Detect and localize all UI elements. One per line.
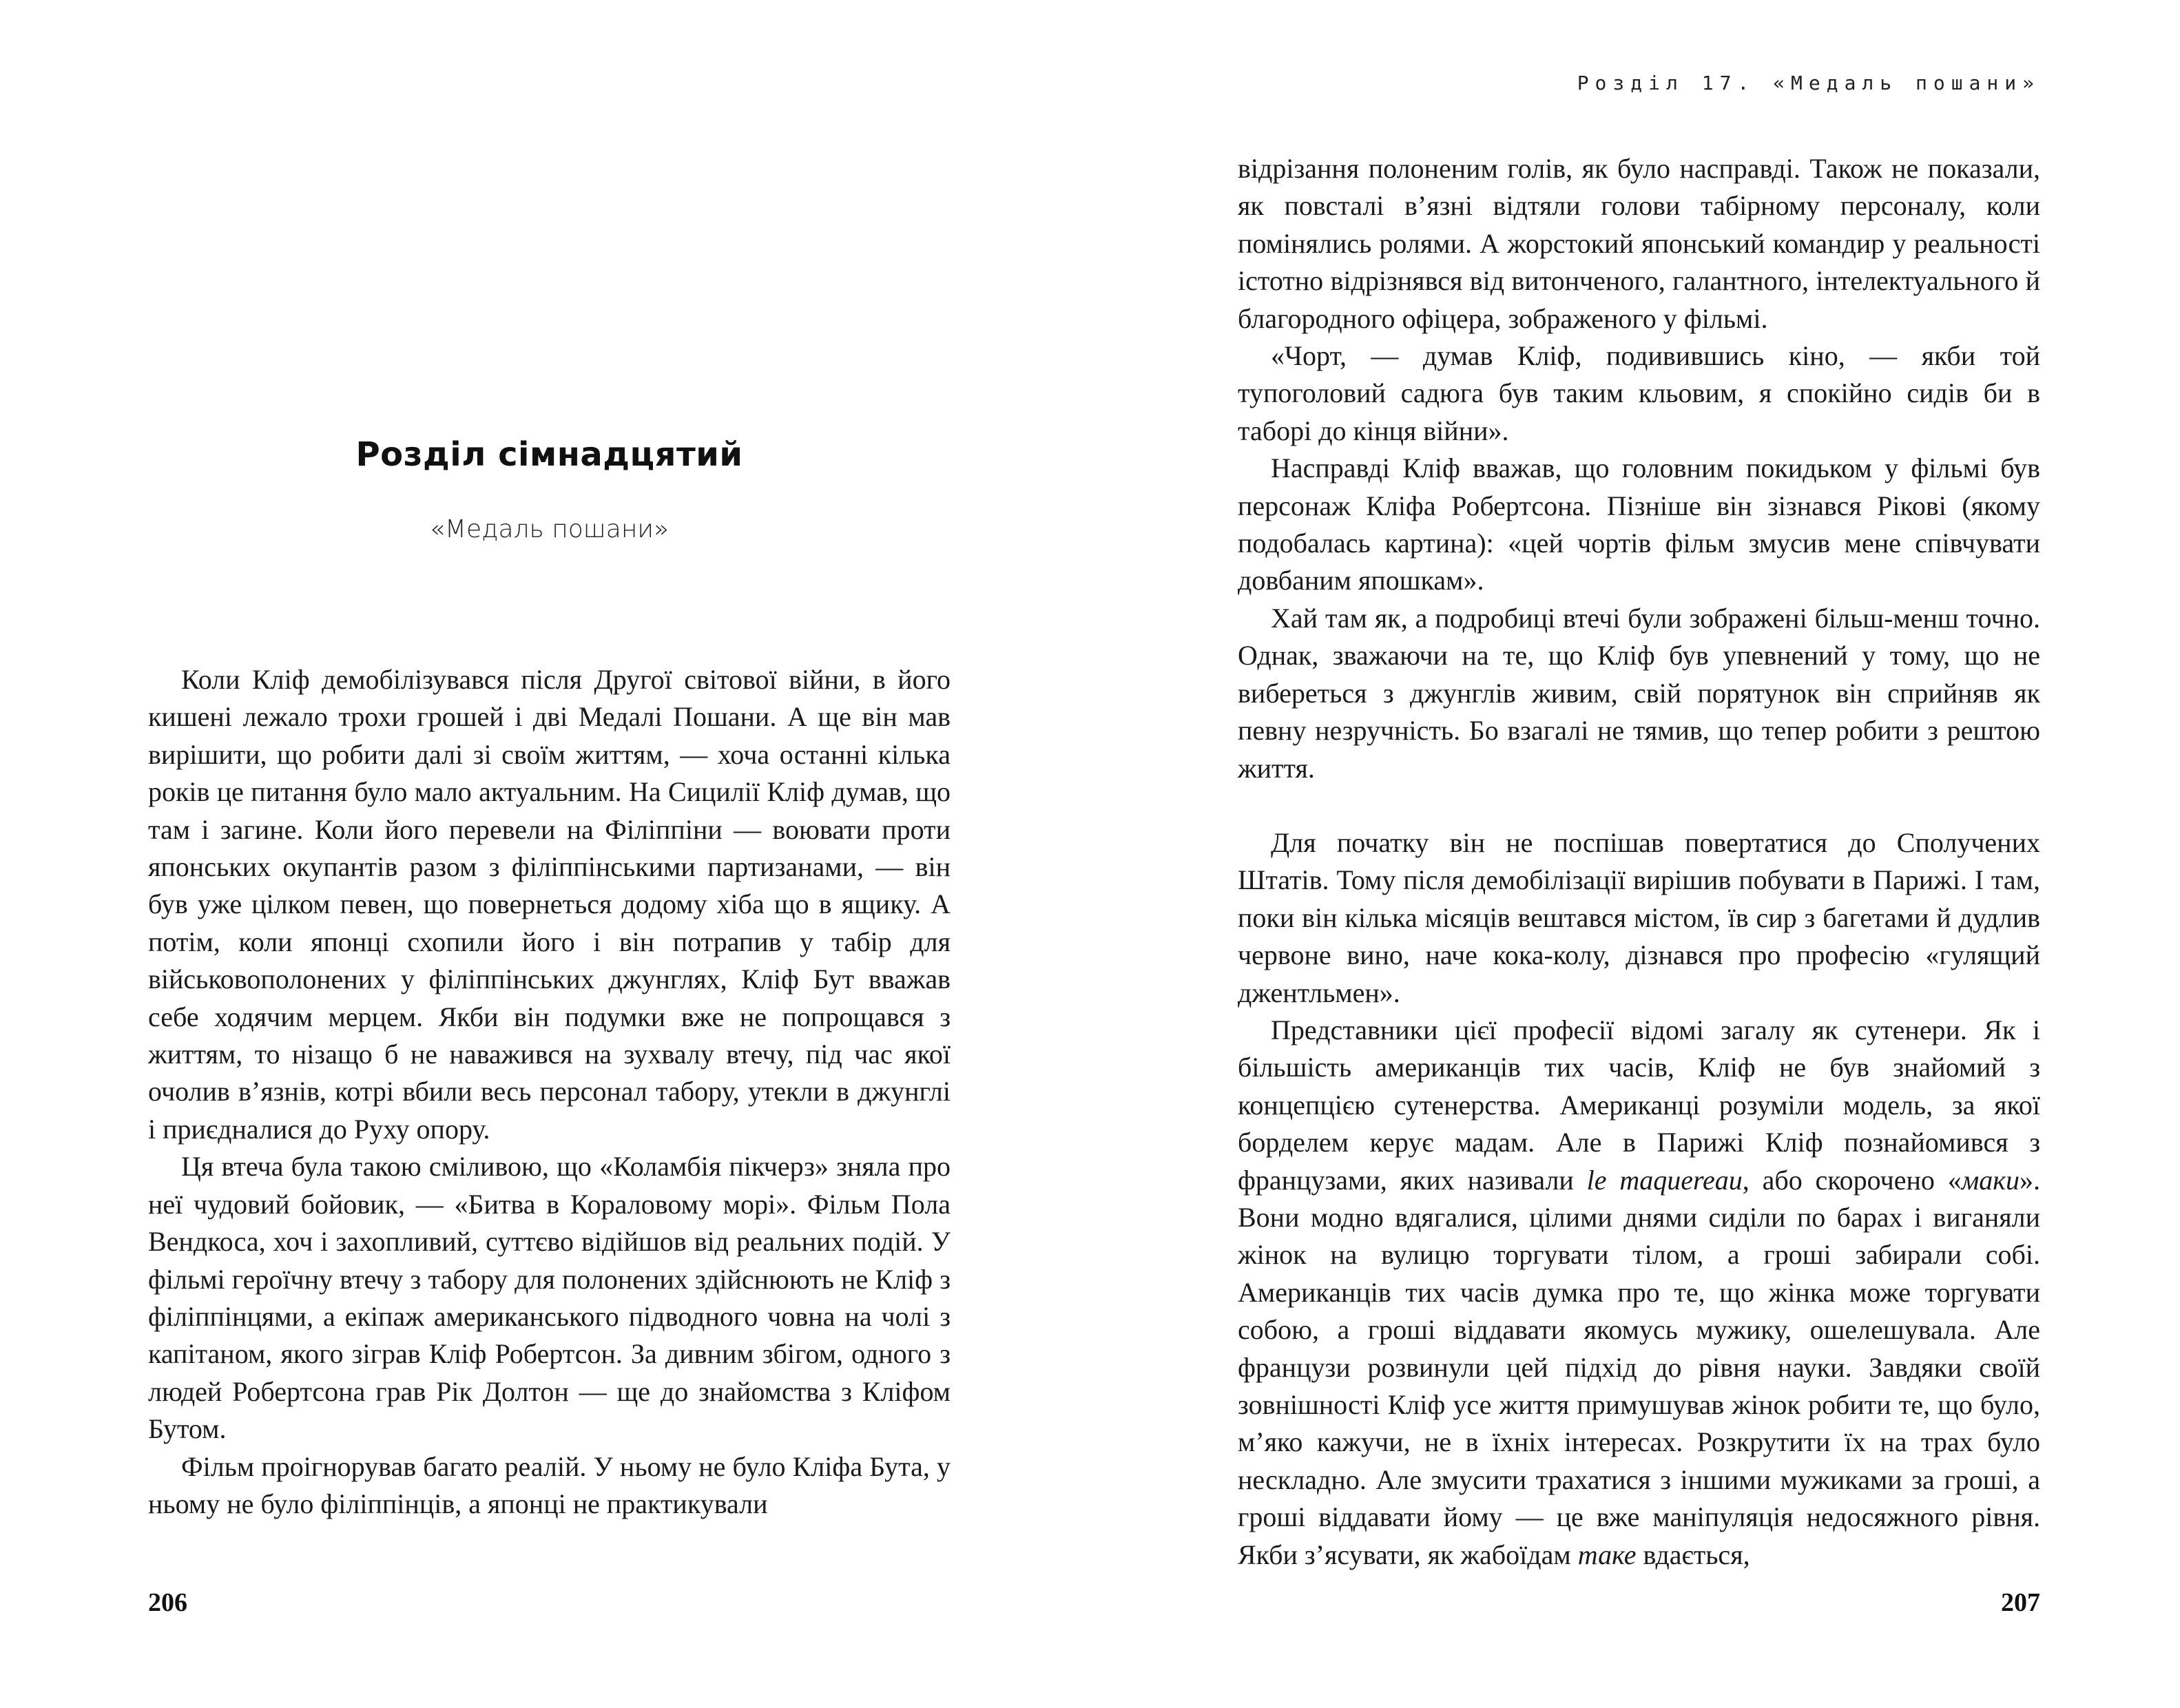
italic-term: таке: [1577, 1539, 1637, 1570]
paragraph-text: ». Вони модно вдягалися, цілими днями сиділи по барах і виганяли жінок на вулицю торгувати тілом, а гроші забирали собі. Американців тих часів думка про те, що жінка може торгувати собою, а гроші віддавати якомусь мужику, ошелешувала. Але французи розвинули цей підхід до рівня науки. Завдяки своїй зовнішності Кліф усе життя примушував жінок робити те, що було, м’яко кажучи, не в їхніх інтересах. Розкрутити їх на трах було нескладно. Але змусити трахатися з іншими мужиками за гроші, а гроші віддавати йому — це вже маніпуляція недосяжного рівня. Якби з’ясувати, як жабоїдам: [1238, 1164, 2040, 1570]
paragraph: Хай там як, а подробиці втечі були зображені більш-менш точно. Однак, зважаючи на те, що Кліф був упевнений у тому, що не вибереться з джунглів живим, свій порятунок він сприйняв як певну незручність. Бо взагалі не тямив, що тепер робити з рештою життя.: [1238, 602, 2040, 784]
left-body-text: [148, 661, 951, 1523]
page-number-right: 207: [2001, 1588, 2040, 1617]
running-head: Розділ 17. «Медаль пошани»: [1577, 72, 2040, 94]
italic-term: маки: [1961, 1164, 2020, 1196]
right-body-text: [1238, 150, 2040, 1574]
right-page: [1090, 0, 2180, 1708]
paragraph: Фільм проігнорував багато реалій. У ньому не було Кліфа Бута, у ньому не було філіппінців, а японці не практикували: [148, 1450, 951, 1519]
italic-term: le maquereau: [1586, 1164, 1743, 1196]
paragraph-text: , або скорочено «: [1742, 1164, 1962, 1196]
paragraph: Для початку він не поспішав повертатися до Сполучених Штатів. Тому після демобілізації вирішив побувати в Парижі. І там, поки він кілька місяців вештався містом, їв сир з багетами й дудлив червоне вино, наче кока-колу, дізнався про професію «гулящий джентльмен».: [1238, 826, 2040, 1008]
paragraph: Коли Кліф демобілізувався після Другої світової війни, в його кишені лежало трохи грошей і дві Медалі Пошани. А ще він мав вирішити, що робити далі зі своїм життям, — хоча останні кілька років це питання було мало актуальним. На Сицилії Кліф думав, що там і загине. Коли його перевели на Філіппіни — воювати проти японських окупантів разом з філіппінськими партизанами, — він був уже цілком певен, що повернеться додому хіба що в ящику. А потім, коли японці схопили його і він потрапив у табір для військовополонених у філіппінських джунглях, Кліф Бут вважав себе ходячим мерцем. Якби він подумки вже не попрощався з життям, то нізащо б не наважився на зухвалу втечу, під час якої очолив в’язнів, котрі вбили весь персонал табору, утекли в джунглі і приєдналися до Руху опору.: [148, 664, 951, 1145]
chapter-title: Розділ сімнадцятий: [355, 435, 743, 474]
paragraph-text: Представники цієї професії відомі загалу як сутенери. Як і більшість американців тих часів, Кліф не був знайомий з концепцією сутенерства. Американці розуміли модель, за якої борделем керує мадам. Але в Парижі Кліф познайомився з французами, яких називали: [1238, 1014, 2040, 1196]
paragraph: Насправді Кліф вважав, що головним покидьком у фільмі був персонаж Кліфа Робертсона. Пізніше він зізнався Рікові (якому подобалась картина): «цей чортів фільм змусив мене співчувати довбаним япошкам».: [1238, 452, 2040, 596]
paragraph: відрізання полоненим голів, як було насправді. Також не показали, як повсталі в’язні відтяли голови табірному персоналу, коли помінялись ролями. А жорстокий японський командир у реальності істотно відрізнявся від витонченого, галантного, інтелектуального й благородного офіцера, зображеного у фільмі.: [1238, 153, 2040, 334]
chapter-subtitle: «Медаль пошани»: [429, 515, 669, 543]
paragraph: Ця втеча була такою сміливою, що «Коламбія пікчерз» зняла про неї чудовий бойовик, — «Битва в Кораловому морі». Фільм Пола Вендкоса, хоч і захопливий, суттєво відійшов від реальних подій. У фільмі героїчну втечу з табору для полонених здійснюють не Кліф з філіппінцями, а екіпаж американського підводного човна на чолі з капітаном, якого зіграв Кліф Робертсон. За дивним збігом, одного з людей Робертсона грав Рік Долтон — ще до знайомства з Кліфом Бутом.: [148, 1151, 951, 1445]
paragraph: «Чорт, — думав Кліф, подивившись кіно, — якби той тупоголовий садюга був таким кльовим, я спокійно сидів би в таборі до кінця війни».: [1238, 340, 2040, 446]
page-number-left: 206: [148, 1588, 187, 1617]
paragraph: [1238, 1012, 2040, 1574]
paragraph-text: вдається,: [1636, 1539, 1750, 1570]
